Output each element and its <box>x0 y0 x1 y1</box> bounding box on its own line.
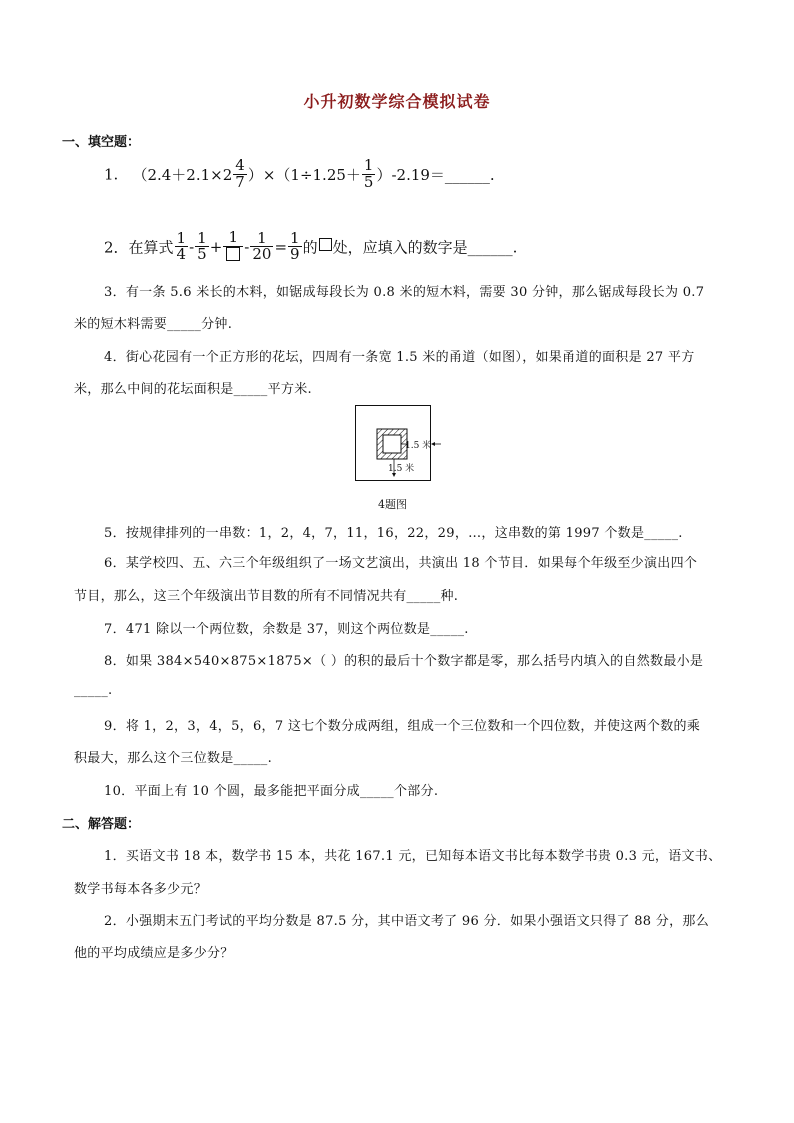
question-4-line-1: 4．街心花园有一个正方形的花坛，四周有一条宽 1.5 米的甬道（如图），如果甬道的面积是 27 平方 <box>104 350 695 365</box>
question-7: 7．471 除以一个两位数，余数是 37，则这个两位数是_____. <box>104 622 469 637</box>
q2-op-3: - <box>244 237 250 256</box>
q2-fraction-4: $\frac{1}{20}$ <box>252 228 272 264</box>
q2-equals: = <box>274 237 288 256</box>
question-3-line-2: 米的短木料需要_____分钟. <box>74 317 233 332</box>
q1-mixed-fraction: $\frac{4}{7}$ <box>235 156 245 191</box>
question-9-line-1: 9．将 1，2，3，4，5，6，7 这七个数分成两组，组成一个三位数和一个四位数，并使这两个数的乘 <box>104 719 701 734</box>
answer-question-1-line-1: 1．买语文书 18 本，数学书 15 本，共花 167.1 元，已知每本语文书比每本数学书贵 0.3 元，语文书、 <box>104 849 722 864</box>
question-6-line-2: 节目，那么，这三个年级演出节目数的所有不同情况共有_____种. <box>74 589 459 604</box>
q2-fraction-1: $\frac{1}{4}$ <box>176 228 187 264</box>
q2-fraction-3: 1 <box>223 230 243 264</box>
page-title: 小升初数学综合模拟试卷 <box>303 92 491 111</box>
question-6-line-1: 6．某学校四、五、六三个年级组织了一场文艺演出，共演出 18 个节目．如果每个年级至少演出四个 <box>104 556 698 571</box>
figure-4 <box>355 405 431 481</box>
q1-number: 1. <box>104 165 119 184</box>
q1-expr-open: （2.4＋2.1×2 <box>132 165 233 184</box>
figure-label-right: 1.5 米 <box>405 441 432 451</box>
answer-question-1-line-2: 数学书每本各多少元？ <box>74 882 208 897</box>
q2-suffix-a: 的 <box>302 238 318 257</box>
question-8-line-1: 8．如果 384×540×875×1875×（ ）的积的最后十个数字都是零，那么括号内填入的自然数最小是 <box>104 654 704 669</box>
question-8-line-2: _____. <box>74 683 113 698</box>
figure-label-bottom: 1.5 米 <box>388 464 415 474</box>
question-1 <box>104 158 495 191</box>
blank-box-icon <box>226 247 240 261</box>
q2-suffix-b: 处，应填入的数字是______. <box>332 238 518 257</box>
q1-fraction: $\frac{1}{5}$ <box>363 156 374 191</box>
q2-op-2: + <box>209 237 223 256</box>
question-3-line-1: 3．有一条 5.6 米长的木料，如锯成每段长为 0.8 米的短木料，需要 30 分钟，那么锯成每段长为 0.7 <box>104 285 705 300</box>
figure-caption: 4题图 <box>378 498 407 511</box>
question-2 <box>104 230 517 264</box>
q2-op-1: - <box>189 237 195 256</box>
answer-question-2-line-2: 他的平均成绩应是多少分？ <box>74 946 234 961</box>
question-9-line-2: 积最大，那么这个三位数是_____. <box>74 751 273 766</box>
section-heading-fill-in: 一、填空题： <box>62 135 141 150</box>
q1-expr-close: ）-2.19＝______. <box>376 165 495 184</box>
question-10: 10．平面上有 10 个圆，最多能把平面分成_____个部分. <box>104 784 439 799</box>
answer-question-2-line-1: 2．小强期末五门考试的平均分数是 87.5 分，其中语文考了 96 分．如果小强语文只得了 88 分，那么 <box>104 914 709 929</box>
q2-fraction-5: $\frac{1}{9}$ <box>290 228 300 264</box>
question-4-line-2: 米，那么中间的花坛面积是_____平方米. <box>74 382 312 397</box>
blank-box-icon <box>319 238 332 251</box>
question-5: 5．按规律排列的一串数：1，2，4，7，11，16，22，29，…，这串数的第 1997 个数是_____. <box>104 526 683 541</box>
q2-prefix: 2．在算式 <box>104 238 174 257</box>
q2-fraction-2: $\frac{1}{5}$ <box>197 228 207 264</box>
q1-expr-mid: ）×（1÷1.25＋ <box>247 165 361 184</box>
section-heading-answer: 二、解答题： <box>62 817 141 832</box>
